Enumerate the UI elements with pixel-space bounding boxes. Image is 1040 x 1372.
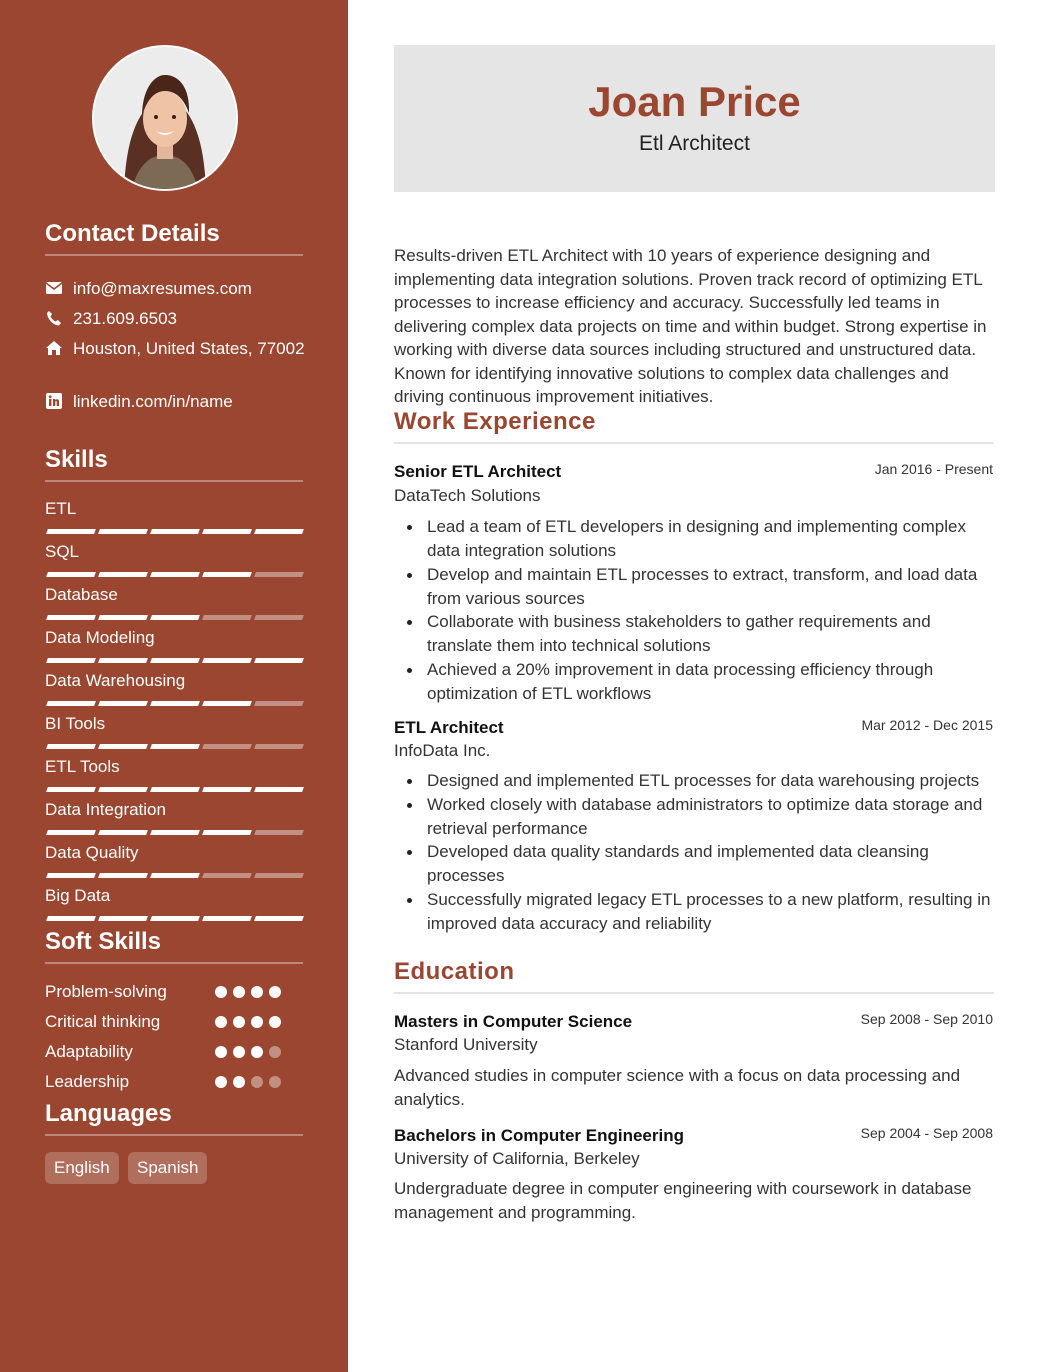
- soft-skill-dot: [251, 1076, 263, 1088]
- soft-skill-dot: [215, 986, 227, 998]
- skill-level-bar: [45, 744, 301, 749]
- skill-level-segment: [202, 916, 252, 921]
- skill-level-segment: [254, 701, 304, 706]
- job-bullet: Designed and implemented ETL processes for data warehousing projects: [394, 769, 994, 793]
- soft-skill-dot: [233, 1076, 245, 1088]
- job-bullet: Worked closely with database administrators to optimize data storage and retrieval performance: [394, 793, 994, 841]
- skill-level-segment: [46, 572, 96, 577]
- skill-level-segment: [150, 615, 200, 620]
- job-bullets: [394, 515, 994, 705]
- soft-skills-section-title: Soft Skills: [45, 928, 303, 964]
- job-bullet: Develop and maintain ETL processes to extract, transform, and load data from various sources: [394, 563, 994, 611]
- education-section-title: Education: [394, 958, 994, 994]
- soft-skill-dot: [251, 1016, 263, 1028]
- soft-skill-dot: [233, 1016, 245, 1028]
- skill-name: Data Quality: [45, 843, 139, 862]
- edu-school: University of California, Berkeley: [394, 1149, 640, 1168]
- skill-name: SQL: [45, 542, 80, 561]
- skill-name: Big Data: [45, 886, 111, 905]
- job-dates: Jan 2016 - Present: [874, 461, 993, 477]
- soft-skill-dot: [269, 1076, 281, 1088]
- skill-level-segment: [98, 529, 148, 534]
- skill-level-bar: [45, 529, 301, 534]
- skill-level-segment: [150, 830, 200, 835]
- linkedin-icon: [45, 393, 63, 409]
- skill-level-segment: [254, 658, 304, 663]
- profile-summary: Results-driven ETL Architect with 10 years of experience designing and implementing data integration solutions. Proven track record of optimizing ETL processes to increase efficiency and accuracy. Successfully led teams in delivering complex data projects on time and within budget. Strong expertise in working with diverse data sources including structured and unstructured data. Known for identifying innovative solutions to complex data challenges and driving continuous improvement initiatives.: [394, 246, 987, 406]
- soft-skill-name: Critical thinking: [45, 1012, 161, 1031]
- skill-level-segment: [46, 830, 96, 835]
- skill-level-segment: [150, 701, 200, 706]
- skill-level-segment: [254, 830, 304, 835]
- soft-skill-name: Leadership: [45, 1072, 130, 1091]
- phone-icon: [45, 310, 63, 326]
- job-bullet: Collaborate with business stakeholders to gather requirements and translate them into technical solutions: [394, 610, 994, 658]
- contact-section-title: Contact Details: [45, 220, 303, 256]
- skill-level-segment: [46, 787, 96, 792]
- work-section-title: Work Experience: [394, 408, 994, 444]
- profile-photo: [92, 45, 238, 191]
- skill-name: BI Tools: [45, 714, 106, 733]
- skill-level-segment: [202, 830, 252, 835]
- sidebar: [0, 0, 348, 1372]
- job-title: Senior ETL Architect: [394, 462, 562, 481]
- candidate-role: Etl Architect: [639, 132, 750, 155]
- language-pill-spanish: Spanish: [128, 1152, 207, 1184]
- home-icon: [45, 340, 63, 356]
- edu-dates: Sep 2004 - Sep 2008: [860, 1125, 993, 1141]
- contact-phone-text: 231.609.6503: [73, 309, 177, 328]
- skill-level-segment: [46, 873, 96, 878]
- skill-level-segment: [46, 615, 96, 620]
- skill-level-segment: [202, 572, 252, 577]
- skill-level-bar: [45, 658, 301, 663]
- skill-level-segment: [150, 744, 200, 749]
- skills-section-title: Skills: [45, 446, 303, 482]
- skill-level-segment: [202, 529, 252, 534]
- skill-level-segment: [98, 916, 148, 921]
- skill-level-segment: [254, 916, 304, 921]
- soft-skill-dot: [269, 1046, 281, 1058]
- skill-level-segment: [98, 873, 148, 878]
- skill-level-segment: [98, 830, 148, 835]
- edu-dates: Sep 2008 - Sep 2010: [860, 1011, 993, 1027]
- skill-level-segment: [46, 529, 96, 534]
- skill-name: ETL Tools: [45, 757, 120, 776]
- skill-level-bar: [45, 916, 301, 921]
- soft-skill-dot: [215, 1046, 227, 1058]
- soft-skill-dot: [215, 1076, 227, 1088]
- edu-school: Stanford University: [394, 1035, 538, 1054]
- soft-skill-dot: [233, 1046, 245, 1058]
- languages-section-title: Languages: [45, 1100, 303, 1136]
- skill-name: Database: [45, 585, 118, 604]
- skill-level-segment: [46, 744, 96, 749]
- job-company: DataTech Solutions: [394, 486, 541, 505]
- soft-skill-name: Adaptability: [45, 1042, 133, 1061]
- skill-level-segment: [46, 916, 96, 921]
- skill-level-segment: [202, 744, 252, 749]
- skill-level-segment: [254, 873, 304, 878]
- skill-level-segment: [46, 658, 96, 663]
- skill-level-segment: [150, 916, 200, 921]
- skill-level-segment: [150, 658, 200, 663]
- skill-level-segment: [150, 787, 200, 792]
- contact-address-text: Houston, United States, 77002: [73, 339, 305, 358]
- profile-photo-illustration: [94, 47, 236, 189]
- skill-level-segment: [98, 787, 148, 792]
- skill-level-segment: [202, 787, 252, 792]
- edu-degree: Bachelors in Computer Engineering: [394, 1126, 684, 1145]
- envelope-icon: [45, 280, 63, 296]
- contact-linkedin-text: linkedin.com/in/name: [73, 392, 233, 411]
- soft-skill-dot: [269, 986, 281, 998]
- job-bullets: [394, 769, 994, 935]
- soft-skill-dot: [233, 986, 245, 998]
- skill-level-segment: [254, 744, 304, 749]
- skill-level-bar: [45, 787, 301, 792]
- skill-level-segment: [150, 529, 200, 534]
- soft-skill-dot: [215, 1016, 227, 1028]
- skill-level-bar: [45, 830, 301, 835]
- soft-skill-dot: [251, 1046, 263, 1058]
- skill-level-bar: [45, 701, 301, 706]
- skill-level-segment: [98, 744, 148, 749]
- skill-level-bar: [45, 873, 301, 878]
- skill-level-segment: [46, 701, 96, 706]
- soft-skill-dot: [251, 986, 263, 998]
- skill-level-segment: [202, 658, 252, 663]
- skill-name: ETL: [45, 499, 77, 518]
- language-pill-english: English: [45, 1152, 119, 1184]
- skill-level-segment: [98, 615, 148, 620]
- skill-level-segment: [150, 572, 200, 577]
- job-title: ETL Architect: [394, 718, 504, 737]
- edu-description: Undergraduate degree in computer engineering with coursework in database management and programming.: [394, 1179, 972, 1222]
- soft-skill-name: Problem-solving: [45, 982, 167, 1001]
- job-bullet: Lead a team of ETL developers in designing and implementing complex data integration solutions: [394, 515, 994, 563]
- skill-level-segment: [202, 615, 252, 620]
- skill-level-segment: [98, 658, 148, 663]
- candidate-name: Joan Price: [588, 78, 801, 125]
- contact-email-text: info@maxresumes.com: [73, 279, 252, 298]
- job-dates: Mar 2012 - Dec 2015: [861, 717, 993, 733]
- job-bullet: Successfully migrated legacy ETL processes to a new platform, resulting in improved data accuracy and reliability: [394, 888, 994, 936]
- edu-degree: Masters in Computer Science: [394, 1012, 633, 1031]
- skill-level-segment: [254, 529, 304, 534]
- skill-level-segment: [98, 572, 148, 577]
- skill-level-segment: [98, 701, 148, 706]
- skill-level-segment: [202, 701, 252, 706]
- edu-description: Advanced studies in computer science with a focus on data processing and analytics.: [394, 1066, 961, 1109]
- skill-level-segment: [150, 873, 200, 878]
- skill-level-bar: [45, 615, 301, 620]
- job-company: InfoData Inc.: [394, 741, 491, 760]
- skill-level-bar: [45, 572, 301, 577]
- soft-skill-dot: [269, 1016, 281, 1028]
- skill-level-segment: [202, 873, 252, 878]
- job-bullet: Developed data quality standards and implemented data cleansing processes: [394, 840, 994, 888]
- skill-name: Data Integration: [45, 800, 166, 819]
- skill-name: Data Modeling: [45, 628, 155, 647]
- skill-level-segment: [254, 615, 304, 620]
- name-header: [394, 45, 995, 192]
- job-bullet: Achieved a 20% improvement in data processing efficiency through optimization of ETL workflows: [394, 658, 994, 706]
- skill-name: Data Warehousing: [45, 671, 186, 690]
- skill-level-segment: [254, 572, 304, 577]
- skill-level-segment: [254, 787, 304, 792]
